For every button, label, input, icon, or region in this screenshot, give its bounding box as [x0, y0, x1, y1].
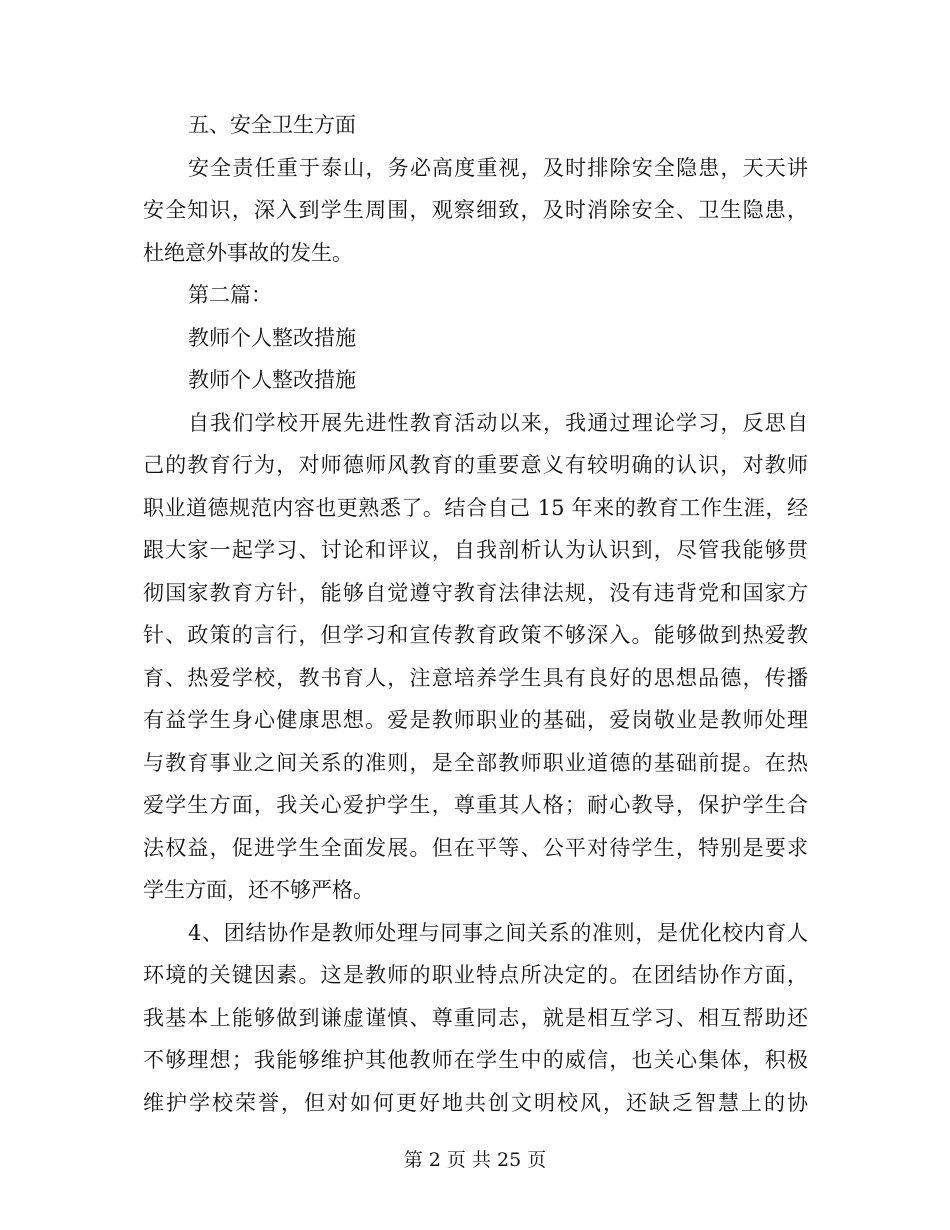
text-line: 学生方面，还不够严格。 — [143, 878, 374, 902]
text-line: 不够理想；我能够维护其他教师在学生中的威信，也关心集体，积极 — [143, 1048, 808, 1072]
text-line: 安全责任重于泰山，务必高度重视，及时排除安全隐患，天天讲 — [188, 155, 808, 180]
text-line: 与教育事业之间关系的准则，是全部教师职业道德的基础前提。在热 — [143, 750, 808, 775]
page-footer: 第 2 页 共 25 页 — [403, 1149, 547, 1171]
text-line: 五、安全卫生方面 — [188, 113, 356, 137]
text-line: 安全知识，深入到学生周围，观察细致，及时消除安全、卫生隐患， — [143, 198, 808, 222]
text-line: 己的教育行为，对师德师风教育的重要意义有较明确的认识，对教师 — [143, 453, 808, 477]
text-line: 职业道德规范内容也更熟悉了。结合自己 15 年来的教育工作生涯，经 — [143, 495, 808, 520]
text-line: 杜绝意外事故的发生。 — [143, 240, 353, 265]
text-line: 维护学校荣誉，但对如何更好地共创文明校风，还缺乏智慧上的协 — [143, 1090, 808, 1115]
text-line: 我基本上能够做到谦虚谨慎、尊重同志，就是相互学习、相互帮助还 — [143, 1005, 808, 1030]
text-line: 针、政策的言行，但学习和宣传教育政策不够深入。能够做到热爱教 — [143, 623, 808, 647]
text-line: 自我们学校开展先进性教育活动以来，我通过理论学习，反思自 — [188, 410, 808, 435]
text-line: 育、热爱学校，教书育人，注意培养学生具有良好的思想品德，传播 — [143, 665, 808, 690]
text-line: 有益学生身心健康思想。爱是教师职业的基础，爱岗敬业是教师处理 — [143, 708, 808, 732]
text-line: 跟大家一起学习、讨论和评议，自我剖析认为认识到，尽管我能够贯 — [143, 538, 808, 562]
document-body — [143, 104, 808, 1124]
text-line: 教师个人整改措施 — [188, 325, 356, 350]
text-line: 4、团结协作是教师处理与同事之间关系的准则，是优化校内育人 — [188, 920, 808, 945]
text-line: 环境的关键因素。这是教师的职业特点所决定的。在团结协作方面， — [143, 963, 808, 987]
text-line: 爱学生方面，我关心爱护学生，尊重其人格；耐心教导，保护学生合 — [143, 793, 808, 817]
text-line: 教师个人整改措施 — [188, 368, 356, 392]
text-line: 彻国家教育方针，能够自觉遵守教育法律法规，没有违背党和国家方 — [143, 580, 808, 605]
text-line: 法权益，促进学生全面发展。但在平等、公平对待学生，特别是要求 — [143, 835, 808, 860]
text-line: 第二篇： — [188, 283, 272, 307]
